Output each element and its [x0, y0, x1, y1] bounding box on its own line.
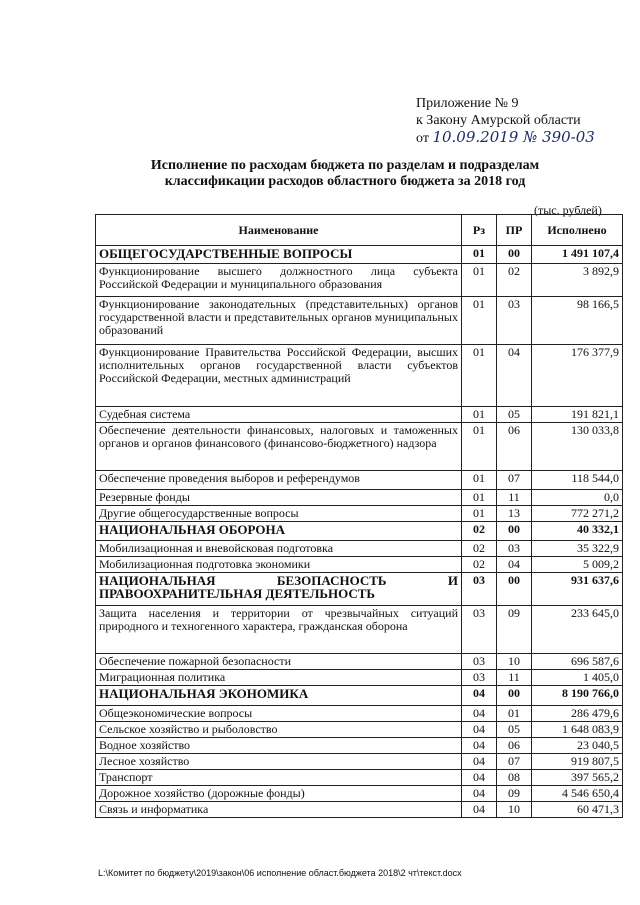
cell-pr: 09 [497, 786, 532, 802]
cell-rz: 02 [462, 541, 497, 557]
cell-rz: 01 [462, 246, 497, 264]
table-row [96, 654, 623, 670]
header-pr: ПР [497, 215, 532, 246]
cell-name: Дорожное хозяйство (дорожные фонды) [96, 786, 462, 802]
cell-value: 118 544,0 [532, 471, 623, 490]
cell-value: 397 565,2 [532, 770, 623, 786]
appendix-law: к Закону Амурской области [416, 113, 581, 128]
cell-rz: 02 [462, 557, 497, 573]
header-rz: Рз [462, 215, 497, 246]
table-row [96, 770, 623, 786]
cell-value: 1 648 083,9 [532, 722, 623, 738]
cell-name: Защита населения и территории от чрезвычайных ситуаций природного и техногенного характера, гражданская оборона [96, 606, 462, 654]
cell-value: 286 479,6 [532, 706, 623, 722]
cell-value: 919 807,5 [532, 754, 623, 770]
table-row [96, 670, 623, 686]
cell-value: 130 033,8 [532, 423, 623, 471]
cell-value: 5 009,2 [532, 557, 623, 573]
cell-pr: 00 [497, 573, 532, 606]
cell-name: Мобилизационная и вневойсковая подготовка [96, 541, 462, 557]
cell-rz: 01 [462, 490, 497, 506]
cell-rz: 04 [462, 686, 497, 706]
title-line-2: классификации расходов областного бюджета за 2018 год [164, 174, 526, 189]
cell-name: Обеспечение деятельности финансовых, налоговых и таможенных органов и органов финансового (финансово-бюджетного) надзора [96, 423, 462, 471]
table-row [96, 407, 623, 423]
appendix-date-line [416, 129, 595, 147]
cell-pr: 00 [497, 522, 532, 541]
table-row [96, 297, 623, 345]
appendix-header [416, 95, 595, 147]
cell-name: Другие общегосударственные вопросы [96, 506, 462, 522]
table-row [96, 541, 623, 557]
cell-name: НАЦИОНАЛЬНАЯ БЕЗОПАСНОСТЬ И ПРАВООХРАНИТЕЛЬНАЯ ДЕЯТЕЛЬНОСТЬ [96, 573, 462, 606]
cell-pr: 07 [497, 754, 532, 770]
cell-value: 1 405,0 [532, 670, 623, 686]
cell-rz: 04 [462, 754, 497, 770]
cell-name: Транспорт [96, 770, 462, 786]
table-row [96, 490, 623, 506]
cell-value: 3 892,9 [532, 264, 623, 297]
file-path-footer: L:\Комитет по бюджету\2019\закон\06 исполнение област.бюджета 2018\2 чт\текст.docx [98, 868, 462, 878]
cell-pr: 05 [497, 407, 532, 423]
cell-rz: 04 [462, 722, 497, 738]
cell-pr: 10 [497, 654, 532, 670]
cell-rz: 01 [462, 471, 497, 490]
cell-name: Резервные фонды [96, 490, 462, 506]
cell-name: Миграционная политика [96, 670, 462, 686]
cell-rz: 03 [462, 654, 497, 670]
table-row [96, 706, 623, 722]
cell-rz: 01 [462, 264, 497, 297]
cell-value: 176 377,9 [532, 345, 623, 407]
cell-value: 23 040,5 [532, 738, 623, 754]
units-label: (тыс. рублей) [534, 203, 602, 217]
table-row [96, 738, 623, 754]
cell-rz: 01 [462, 345, 497, 407]
cell-name: Сельское хозяйство и рыболовство [96, 722, 462, 738]
cell-pr: 04 [497, 345, 532, 407]
cell-rz: 03 [462, 606, 497, 654]
cell-rz: 01 [462, 407, 497, 423]
cell-rz: 04 [462, 706, 497, 722]
cell-name: Функционирование Правительства Российской Федерации, высших исполнительных органов государственной власти субъектов Российской Федерации, местных администраций [96, 345, 462, 407]
cell-name: Общеэкономические вопросы [96, 706, 462, 722]
handwritten-date-number: 10.09.2019 № 390-03 [432, 128, 595, 146]
cell-name: ОБЩЕГОСУДАРСТВЕННЫЕ ВОПРОСЫ [96, 246, 462, 264]
table-row [96, 557, 623, 573]
cell-rz: 02 [462, 522, 497, 541]
table-header-row [96, 215, 623, 246]
document-title [110, 158, 580, 190]
table-row [96, 522, 623, 541]
cell-pr: 05 [497, 722, 532, 738]
table-row [96, 264, 623, 297]
table-row [96, 471, 623, 490]
cell-pr: 01 [497, 706, 532, 722]
table-row [96, 573, 623, 606]
cell-name: Мобилизационная подготовка экономики [96, 557, 462, 573]
cell-pr: 11 [497, 670, 532, 686]
cell-value: 8 190 766,0 [532, 686, 623, 706]
header-name: Наименование [96, 215, 462, 246]
cell-name: Лесное хозяйство [96, 754, 462, 770]
cell-pr: 02 [497, 264, 532, 297]
cell-pr: 03 [497, 541, 532, 557]
cell-pr: 06 [497, 738, 532, 754]
cell-pr: 13 [497, 506, 532, 522]
cell-value: 233 645,0 [532, 606, 623, 654]
cell-rz: 03 [462, 573, 497, 606]
table-row [96, 345, 623, 407]
cell-name: Обеспечение проведения выборов и референдумов [96, 471, 462, 490]
cell-pr: 00 [497, 686, 532, 706]
title-line-1: Исполнение по расходам бюджета по разделам и подразделам [150, 158, 540, 173]
cell-pr: 09 [497, 606, 532, 654]
cell-value: 191 821,1 [532, 407, 623, 423]
table-row [96, 606, 623, 654]
cell-rz: 04 [462, 802, 497, 818]
cell-name: Судебная система [96, 407, 462, 423]
appendix-date-prefix: от [416, 131, 429, 146]
cell-pr: 04 [497, 557, 532, 573]
cell-value: 931 637,6 [532, 573, 623, 606]
table-row [96, 423, 623, 471]
table-row [96, 754, 623, 770]
table-row [96, 722, 623, 738]
cell-rz: 01 [462, 506, 497, 522]
cell-pr: 03 [497, 297, 532, 345]
cell-value: 60 471,3 [532, 802, 623, 818]
cell-rz: 04 [462, 786, 497, 802]
table-row [96, 786, 623, 802]
appendix-number: Приложение № 9 [416, 96, 519, 111]
cell-rz: 04 [462, 770, 497, 786]
cell-value: 35 322,9 [532, 541, 623, 557]
cell-name: Функционирование законодательных (представительных) органов государственной власти и представительных органов муниципальных образований [96, 297, 462, 345]
table-row [96, 506, 623, 522]
cell-rz: 03 [462, 670, 497, 686]
cell-pr: 06 [497, 423, 532, 471]
expenditure-table [95, 214, 623, 818]
cell-pr: 10 [497, 802, 532, 818]
cell-rz: 04 [462, 738, 497, 754]
header-value: Исполнено [532, 215, 623, 246]
cell-pr: 11 [497, 490, 532, 506]
cell-value: 0,0 [532, 490, 623, 506]
cell-value: 4 546 650,4 [532, 786, 623, 802]
table-row [96, 802, 623, 818]
cell-name: Водное хозяйство [96, 738, 462, 754]
cell-name: Связь и информатика [96, 802, 462, 818]
cell-name: Функционирование высшего должностного лица субъекта Российской Федерации и муниципального образования [96, 264, 462, 297]
cell-value: 772 271,2 [532, 506, 623, 522]
cell-value: 1 491 107,4 [532, 246, 623, 264]
table-row [96, 246, 623, 264]
cell-value: 696 587,6 [532, 654, 623, 670]
cell-value: 40 332,1 [532, 522, 623, 541]
cell-value: 98 166,5 [532, 297, 623, 345]
table-row [96, 686, 623, 706]
cell-rz: 01 [462, 423, 497, 471]
cell-pr: 07 [497, 471, 532, 490]
cell-pr: 08 [497, 770, 532, 786]
cell-name: Обеспечение пожарной безопасности [96, 654, 462, 670]
table-body [96, 246, 623, 818]
cell-rz: 01 [462, 297, 497, 345]
cell-name: НАЦИОНАЛЬНАЯ ОБОРОНА [96, 522, 462, 541]
cell-name: НАЦИОНАЛЬНАЯ ЭКОНОМИКА [96, 686, 462, 706]
cell-pr: 00 [497, 246, 532, 264]
